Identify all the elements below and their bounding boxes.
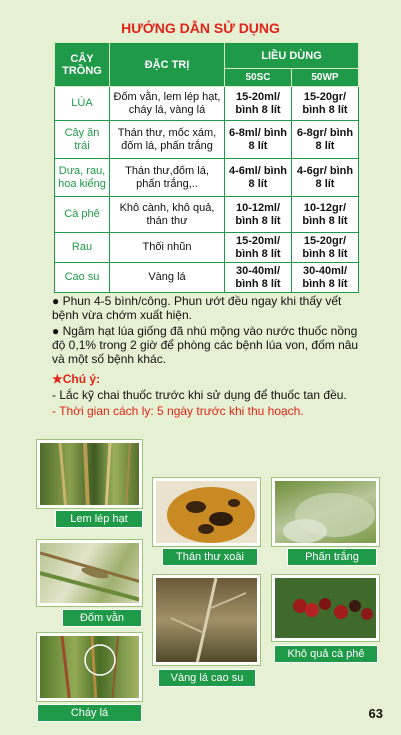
table-row (55, 159, 359, 197)
dose-sc-cell: 15-20ml/ bình 8 lít (225, 87, 292, 121)
caption-than-thu-xoai: Thán thư xoài (162, 548, 258, 566)
dose-wp-cell: 15-20gr/ bình 8 lít (292, 87, 359, 121)
dose-wp-cell: 30-40ml/ bình 8 lít (292, 263, 359, 293)
crop-cell: Cà phê (55, 197, 110, 233)
treat-cell: Vàng lá (110, 263, 225, 293)
table-row (55, 121, 359, 159)
header-crop: CÂY TRỒNG (55, 43, 110, 87)
page-number: 63 (368, 706, 383, 721)
dose-sc-cell: 10-12ml/ bình 8 lít (225, 197, 292, 233)
photo-chay-la (37, 633, 142, 701)
leaf-image (275, 481, 379, 546)
dose-wp-cell: 15-20gr/ bình 8 lít (292, 233, 359, 263)
caption-phan-trang: Phấn trắng (287, 548, 377, 566)
table-row (55, 87, 359, 121)
caption-vang-la-cao-su: Vàng lá cao su (158, 669, 256, 687)
treat-cell: Thán thư, mốc xám, đốm lá, phấn trắng (110, 121, 225, 159)
dose-sc-cell: 15-20ml/ bình 8 lít (225, 233, 292, 263)
warning-title: ★Chú ý: (52, 372, 101, 386)
caption-chay-la: Cháy lá (37, 704, 142, 722)
photo-vang-la-cao-su (153, 575, 260, 665)
dose-sc-cell: 4-6ml/ bình 8 lít (225, 159, 292, 197)
dosage-table (54, 42, 359, 293)
note-bullet: ● Ngâm hạt lúa giống đã nhú mộng vào nước thuốc nồng độ 0,1% trong 2 giờ để phòng các bệnh lúa von, đốm nâu và một số bệnh khác. (52, 324, 359, 366)
header-treat: ĐẶC TRỊ (110, 43, 225, 87)
mango-image (156, 481, 260, 546)
rice-stalk-image (40, 443, 142, 508)
photo-lem-lep-hat (37, 440, 142, 508)
crop-cell: LÚA (55, 87, 110, 121)
warning-line: - Lắc kỹ chai thuốc trước khi sử dụng để thuốc tan đều. (52, 388, 347, 402)
rubber-branch-image (156, 578, 260, 665)
treat-cell: Khô cành, khô quả, thán thư (110, 197, 225, 233)
caption-lem-lep-hat: Lem lép hạt (55, 510, 143, 528)
photo-phan-trang (272, 478, 379, 546)
dose-sc-cell: 6-8ml/ bình 8 lít (225, 121, 292, 159)
photo-dom-van (37, 540, 142, 606)
usage-notes (52, 294, 362, 420)
caption-kho-qua-ca-phe: Khô quả cà phê (274, 645, 378, 663)
photo-kho-qua-ca-phe (272, 575, 379, 641)
table-row (55, 233, 359, 263)
crop-cell: Cao su (55, 263, 110, 293)
dose-sc-cell: 30-40ml/ bình 8 lít (225, 263, 292, 293)
treat-cell: Đốm vằn, lem lép hạt, cháy lá, vàng lá (110, 87, 225, 121)
crop-cell: Dưa, rau, hoa kiểng (55, 159, 110, 197)
dose-wp-cell: 10-12gr/ bình 8 lít (292, 197, 359, 233)
crop-cell: Rau (55, 233, 110, 263)
treat-cell: Thán thư,đốm lá, phấn trắng,.. (110, 159, 225, 197)
header-50wp: 50WP (292, 69, 359, 87)
rice-leaf-image (40, 636, 142, 701)
rice-sheath-image (40, 543, 142, 606)
caption-dom-van: Đốm vằn (62, 609, 142, 627)
photo-than-thu-xoai (153, 478, 260, 546)
dose-wp-cell: 6-8gr/ bình 8 lít (292, 121, 359, 159)
header-dose: LIỀU DÙNG (225, 43, 359, 69)
page-title: HƯỚNG DẪN SỬ DỤNG (121, 20, 280, 36)
header-50sc: 50SC (225, 69, 292, 87)
table-row (55, 263, 359, 293)
warning-line: - Thời gian cách ly: 5 ngày trước khi thu hoạch. (52, 404, 304, 418)
treat-cell: Thối nhũn (110, 233, 225, 263)
crop-cell: Cây ăn trái (55, 121, 110, 159)
note-bullet: ● Phun 4-5 bình/công. Phun ướt đều ngay khi thấy vết bệnh vừa chớm xuất hiện. (52, 294, 342, 322)
coffee-cherry-image (275, 578, 379, 641)
dose-wp-cell: 4-6gr/ bình 8 lít (292, 159, 359, 197)
table-row (55, 197, 359, 233)
